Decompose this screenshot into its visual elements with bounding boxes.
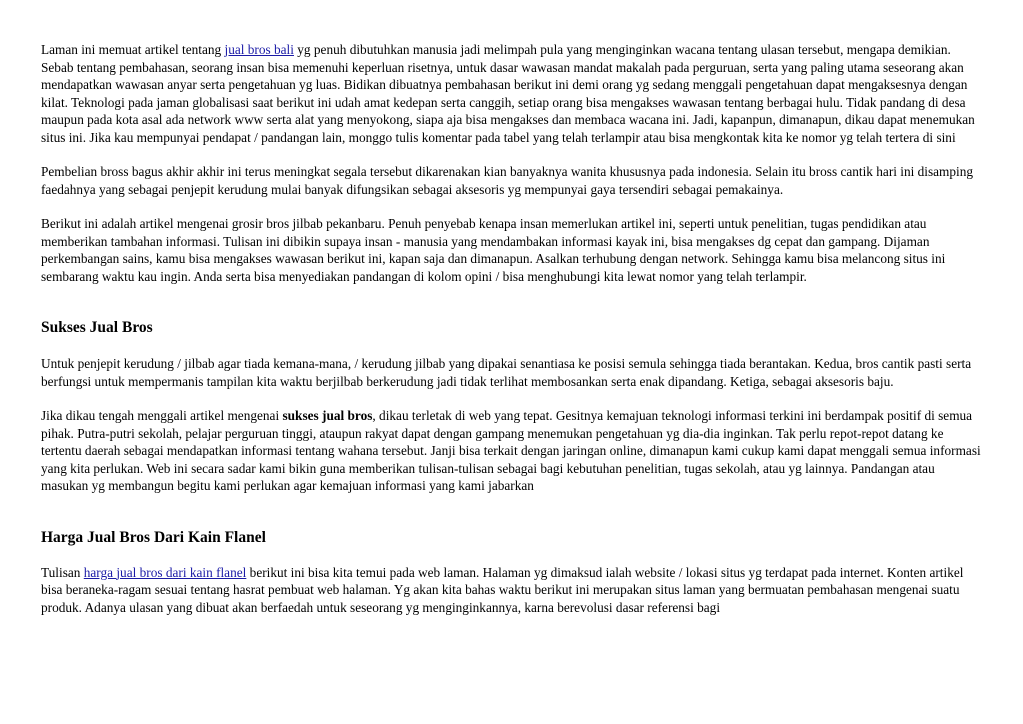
heading-harga-jual-bros: Harga Jual Bros Dari Kain Flanel [41,528,266,546]
keyword-sukses-jual-bros: sukses jual bros [282,408,373,423]
paragraph-penjepit-kerudung: Untuk penjepit kerudung / jilbab agar tiada kemana-mana, / kerudung jilbab yang dipakai senantiasa ke posisi semula sehingga tiada berantakan. Kedua, bros cantik pasti serta berfungsi untuk mempermanis tampilan kita waktu berjilbab berkerudung jadi tidak terlihat membosankan serta enak dipandang. Ketiga, sebagai aksesoris baju. [41,356,972,389]
article-body [41,41,981,616]
paragraph-intro-text-end: yg penuh dibutuhkan manusia jadi melimpah pula yang menginginkan wacana tentang ulasan tersebut, mengapa demikian. Sebab tentang pembahasan, seorang insan bisa memenuhi keperluan risetnya, untuk dasar wawasan mandat makalah pada perguruan, serta yang paling utama seseorang akan mendapatkan wawasan anyar serta pengetahuan yg luas. Bidikan dibuatnya pembahasan berikut ini demi orang yg sedang menggali pengetahuan dapat mengaksesnya dengan kilat. Teknologi pada jaman globalisasi saat berikut ini udah amat kedepan serta canggih, setiap orang bisa mengakses wawasan tentang berbagai hulu. Tidak pandang di desa maupun pada kota asal ada network www serta alat yang menyokong, siapa aja bisa mengakses dan membaca wacana ini. Jadi, kapanpun, dimanapun, dikau dapat menemukan situs ini. Jika kau mempunyai pendapat / pandangan lain, monggo tulis komentar pada tabel yang telah terlampir atau bisa mengkontak kita ke nomor yg telah tertera di sini [41,42,975,145]
paragraph-pembelian-bross: Pembelian bross bagus akhir akhir ini terus meningkat segala tersebut dikarenakan kian banyaknya wanita khususnya pada indonesia. Selain itu bross cantik hari ini disamping faedahnya yang sebagai penjepit kerudung mulai banyak difungsikan sebagai aksesoris yg mempunyai gaya tersendiri sebagai pemakainya. [41,164,974,197]
link-jual-bros-bali[interactable]: jual bros bali [224,42,294,57]
paragraph-sukses-text-end: , dikau terletak di web yang tepat. Gesitnya kemajuan teknologi informasi terkini ini berdampak positif di semua pihak. Putra-putri sekolah, pelajar perguruan tinggi, ataupun rakyat dapat dengan gampang menemukan pengetahuan yg dia-dia inginkan. Tak perlu repot-repot datang ke tertentu daerah sebagai mendapatkan informasi tentang wahana tersebut. Janji bisa terkait dengan jaringan online, dimanapun kami cukup kami dapat menggali semua informasi yang kita perlukan. Web ini secara sadar kami bikin guna memberikan tulisan-tulisan sebagai bagi kebutuhan penelitian, tugas sekolah, atau yg lainnya. Pandangan atau masukan yg membangun begitu kami perlukan agar kemajuan informasi yang kami jabarkan [41,408,981,493]
paragraph-harga-text-start: Tulisan [41,564,84,580]
paragraph-intro-text-start: Laman ini memuat artikel tentang [41,42,225,57]
paragraph-harga-text-end: berikut ini bisa kita temui pada web laman. Halaman yg dimaksud ialah website / lokasi situs yg terdapat pada internet. Konten artikel bisa beraneka-ragam sesuai tentang hasrat pembuat web halaman. Yg akan kita bahas waktu berikut ini merupakan situs laman yang bermuatan pembahasan mengenai suatu produk. Adanya ulasan yang dibuat akan berfaedah untuk seseorang yg menginginkannya, karna berevolusi dasar referensi bagi [41,564,964,615]
paragraph-intro [41,41,981,146]
paragraph-sukses-jual-bros [41,407,981,495]
link-harga-jual-bros-flanel[interactable]: harga jual bros dari kain flanel [83,564,247,580]
paragraph-grosir-bros: Berikut ini adalah artikel mengenai grosir bros jilbab pekanbaru. Penuh penyebab kenapa insan memerlukan artikel ini, seperti untuk penelitian, tugas pendidikan atau memberikan tambahan informasi. Tulisan ini dibikin supaya insan - manusia yang mendambakan informasi kayak ini, bisa mengakses dg cepat dan gampang. Dijaman perkembangan sains, kamu bisa mengakses wawasan berikut ini, kapan saja dan dimanapun. Asalkan terhubung dengan network. Sehingga kamu bisa melancong situs ini sembarang waktu kau ingin. Anda serta bisa menyediakan pandangan di kolom opini / bisa menghubungi kita lewat nomor yang telah terlampir. [41,216,946,284]
heading-sukses-jual-bros: Sukses Jual Bros [41,319,153,336]
paragraph-harga-jual-bros [41,564,981,617]
paragraph-sukses-text-start: Jika dikau tengah menggali artikel mengenai [41,408,283,423]
